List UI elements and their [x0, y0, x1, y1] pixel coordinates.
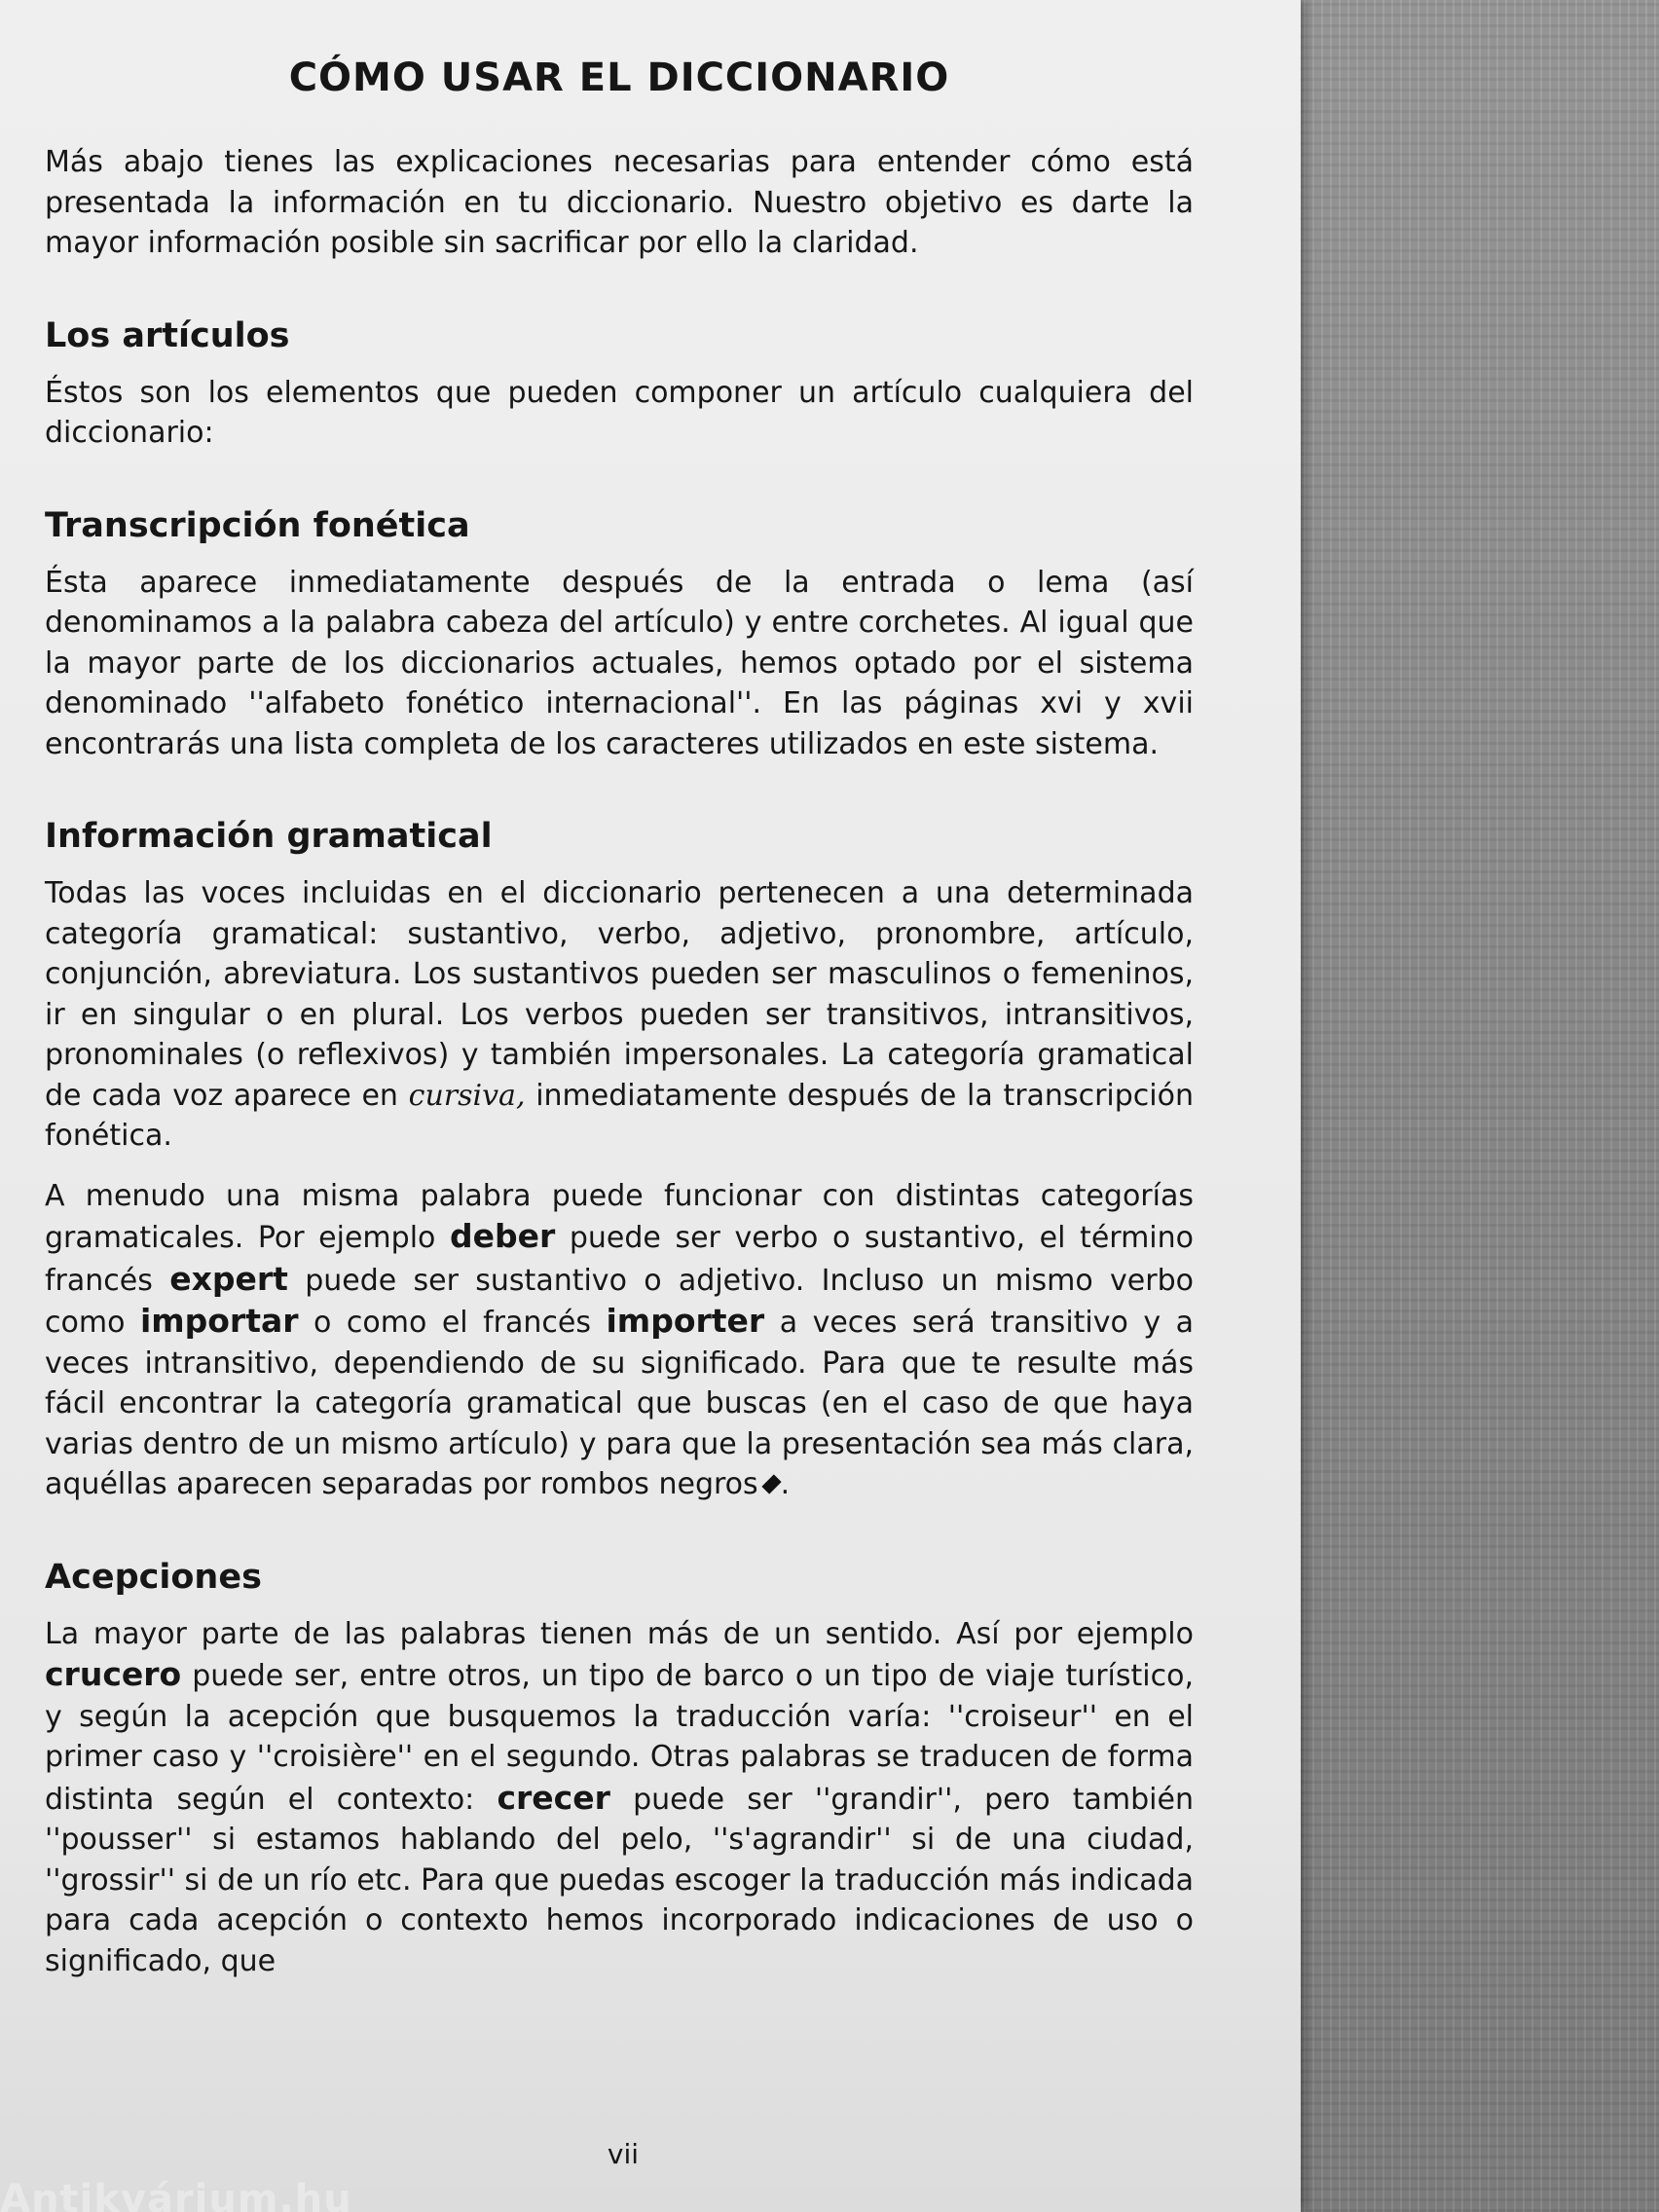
text-run: puede ser sustantivo o adjetivo. Incluso un mismo verbo como [45, 1263, 1194, 1340]
transcripcion-paragraph: Ésta aparece inmediatamente después de la entrada o lema (así denominamos a la palabra cabeza del artículo) y entre corchetes. Al igual que la mayor parte de los diccionarios actuales, hemos optado por el sistema denominado ''alfabeto fonético internacional''. En las páginas xvi y xvii encontrarás una lista completa de los caracteres utilizados en este sistema. [45, 565, 1194, 761]
bold-term: deber [449, 1217, 556, 1255]
page-number: vii [607, 2138, 640, 2170]
section-heading-articulos: Los artículos [45, 315, 290, 355]
text-run: . [780, 1467, 791, 1501]
gramatical-paragraph-1 [45, 873, 1194, 1157]
text-run: A menudo una misma palabra puede funcionar con distintas categorías gramaticales. Por ejemplo [45, 1178, 1194, 1255]
text-run: puede ser, entre otros, un tipo de barco o un tipo de viaje turístico, y según la acepción que busquemos la traducción varía: ''croiseur'' en el primer caso y ''croisière'' en el segundo. Otras palabras se traducen de forma distinta según el contexto: [45, 1659, 1194, 1817]
text-run: a veces será transitivo y a veces intransitivo, dependiendo de su significado. Para que te resulte más fácil encontrar la categoría gramatical que buscas (en el caso de que haya varias dentro de un mismo artículo) y para que la presentación sea más clara, aquéllas aparecen separadas por rombos negros [45, 1306, 1195, 1501]
watermark: Antikvárium.hu [0, 2177, 352, 2212]
gramatical-paragraph-2 [45, 1176, 1194, 1505]
text-run: o como el francés [298, 1306, 607, 1340]
section-heading-transcripcion: Transcripción fonética [45, 505, 470, 545]
section-heading-gramatical: Información gramatical [45, 817, 493, 856]
acepciones-paragraph [45, 1614, 1194, 1982]
bold-term: importer [606, 1302, 765, 1340]
diamond-icon [761, 1474, 781, 1493]
text-run: puede ser ''grandir'', pero también ''pousser'' si estamos hablando del pelo, ''s'agrandir'' si de una ciudad, ''grossir'' si de un río etc. Para que puedas escoger la traducción más indicada para cada acepción o contexto hemos incorporado indicaciones de uso o significado, que [45, 1782, 1194, 1978]
italic-term: cursiva, [408, 1078, 526, 1113]
page-title: CÓMO USAR EL DICCIONARIO [288, 55, 950, 100]
bold-term: expert [169, 1259, 288, 1298]
bold-term: crecer [497, 1778, 610, 1817]
text-run: inmediatamente después de la transcripción fonética. [45, 1078, 1194, 1153]
text-run: La mayor parte de las palabras tienen más de un sentido. Así por ejemplo [45, 1616, 1194, 1651]
articulos-paragraph: Éstos son los elementos que pueden componer un artículo cualquiera del diccionario: [45, 375, 1194, 450]
intro-paragraph: Más abajo tienes las explicaciones necesarias para entender cómo está presentada la información en tu diccionario. Nuestro objetivo es darte la mayor información posible sin sacrificar por ello la claridad. [45, 145, 1194, 260]
text-run: puede ser verbo o sustantivo, el término francés [45, 1221, 1195, 1298]
bold-term: crucero [45, 1655, 182, 1693]
page-content [45, 49, 1194, 2032]
bold-term: importar [139, 1302, 299, 1340]
text-run: Todas las voces incluidas en el diccionario pertenecen a una determinada categoría gramatical: sustantivo, verbo, adjetivo, pronombre, artículo, conjunción, abreviatura. Los sustantivos pueden ser masculinos o femeninos, ir en singular o en plural. Los verbos pueden ser transitivos, intransitivos, pronominales (o reflexivos) y también impersonales. La categoría gramatical de cada voz aparece en [45, 876, 1194, 1113]
background-surface [1295, 0, 1659, 2212]
section-heading-acepciones: Acepciones [45, 1557, 262, 1597]
